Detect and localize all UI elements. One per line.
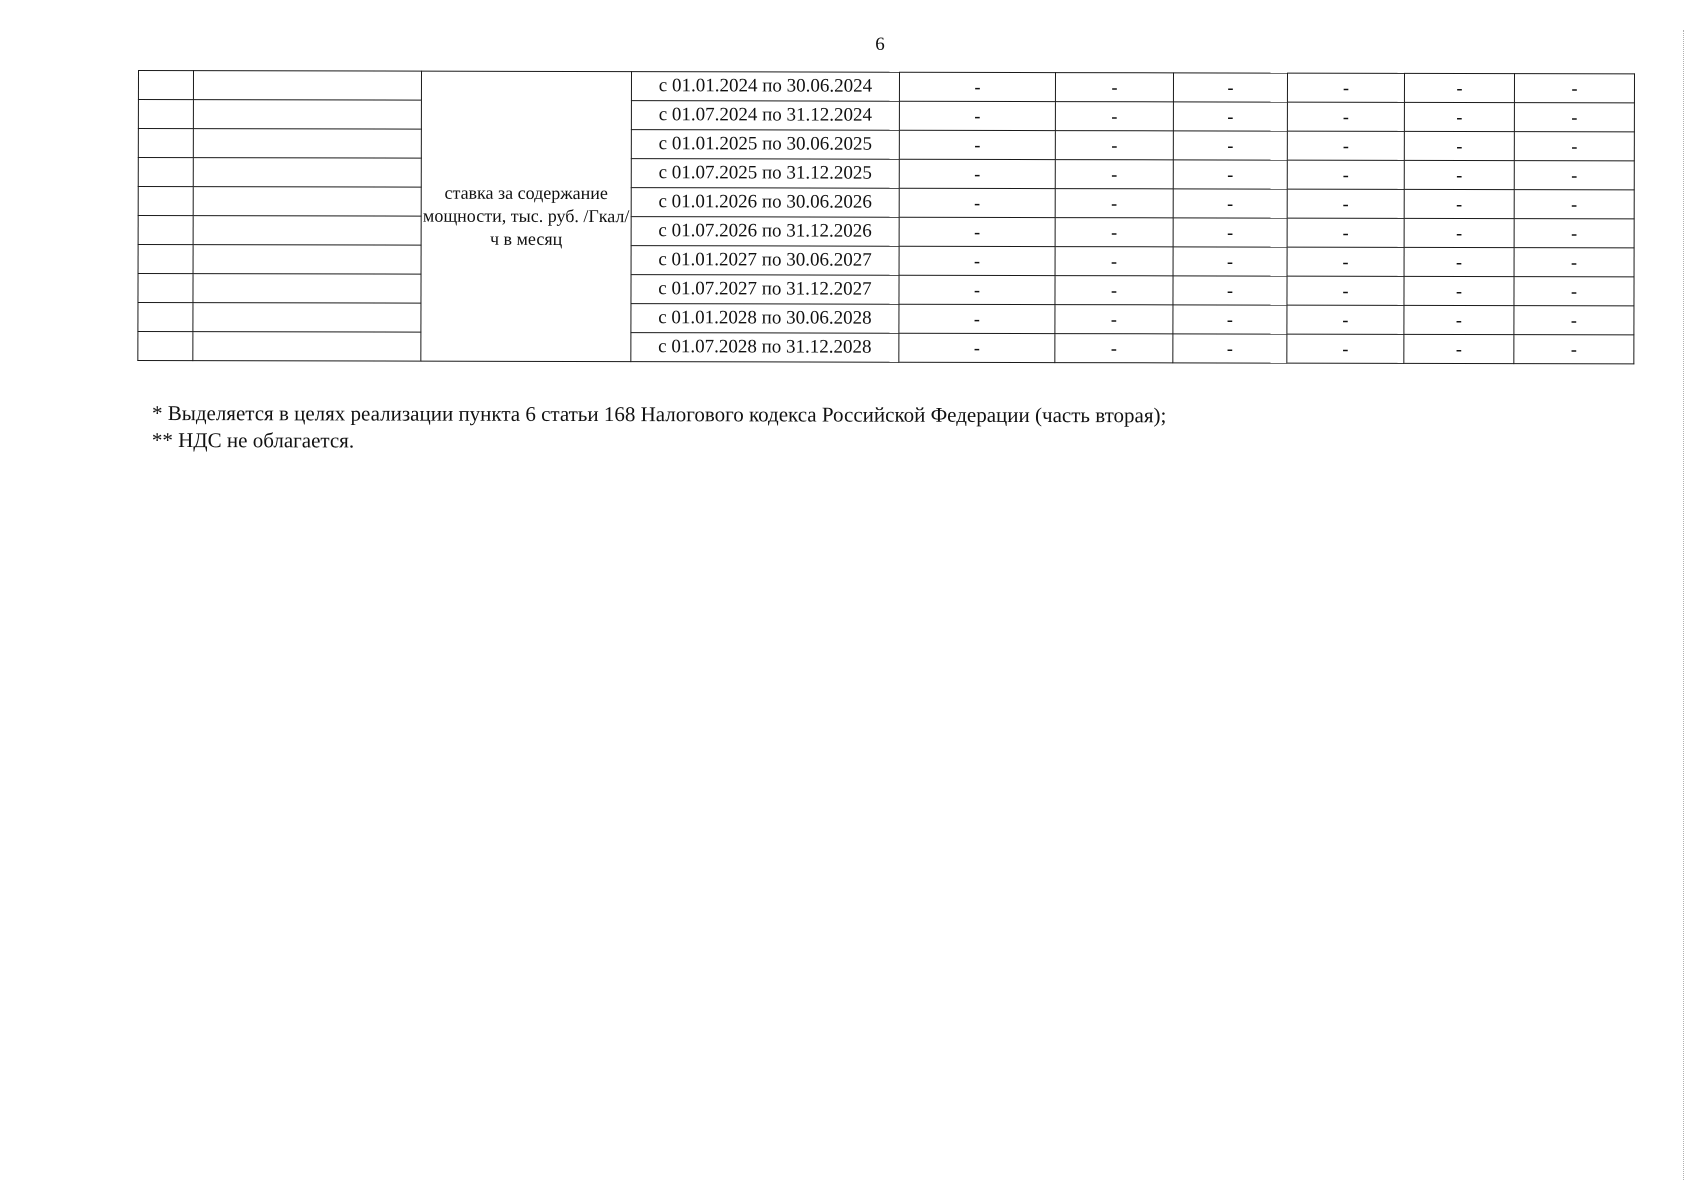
value-cell: - — [1404, 218, 1514, 247]
period-cell: с 01.07.2028 по 31.12.2028 — [631, 333, 899, 363]
value-cell: - — [899, 188, 1055, 217]
footnote-vat-exempt: ** НДС не облагается. — [151, 427, 355, 453]
table-row — [138, 303, 1634, 335]
table-row — [138, 187, 1634, 219]
value-cell: - — [1287, 305, 1404, 334]
value-cell: - — [1055, 131, 1173, 160]
row-number-cell — [138, 71, 193, 100]
row-number-cell — [138, 245, 193, 274]
value-cell: - — [1055, 160, 1173, 189]
value-cell: - — [1173, 73, 1287, 102]
value-cell: - — [1173, 102, 1287, 131]
footnotes — [152, 400, 1166, 456]
value-cell: - — [899, 217, 1055, 246]
value-cell: - — [1287, 334, 1404, 363]
value-cell: - — [1404, 334, 1514, 363]
table-row — [138, 216, 1634, 248]
value-cell: - — [1404, 102, 1514, 131]
table-row — [138, 245, 1634, 277]
value-cell: - — [1514, 190, 1634, 219]
period-cell: с 01.01.2024 по 30.06.2024 — [631, 72, 899, 102]
period-cell: с 01.07.2026 по 31.12.2026 — [631, 217, 899, 247]
table-row — [138, 71, 1634, 103]
value-cell: - — [1514, 306, 1634, 335]
value-cell: - — [1514, 335, 1634, 364]
period-cell: с 01.01.2027 по 30.06.2027 — [631, 246, 899, 276]
row-number-cell — [138, 216, 193, 245]
value-cell: - — [1404, 73, 1514, 102]
value-cell: - — [1287, 160, 1404, 189]
value-cell: - — [899, 333, 1055, 362]
row-name-cell — [193, 303, 421, 333]
value-cell: - — [1514, 248, 1634, 277]
period-cell: с 01.01.2026 по 30.06.2026 — [631, 188, 899, 218]
value-cell: - — [1173, 160, 1287, 189]
value-cell: - — [1404, 305, 1514, 334]
value-cell: - — [1514, 219, 1634, 248]
row-number-cell — [138, 158, 193, 187]
rate-label-cell: ставка за содержание мощности, тыс. руб. /Гкал/ч в месяц — [421, 71, 632, 361]
value-cell: - — [1404, 131, 1514, 160]
row-name-cell — [193, 332, 421, 362]
row-number-cell — [138, 129, 193, 158]
value-cell: - — [1514, 132, 1634, 161]
value-cell: - — [1173, 305, 1287, 334]
value-cell: - — [899, 275, 1055, 304]
value-cell: - — [899, 72, 1055, 101]
value-cell: - — [1514, 103, 1634, 132]
value-cell: - — [1055, 73, 1173, 102]
value-cell: - — [1287, 189, 1404, 218]
value-cell: - — [1404, 160, 1514, 189]
row-number-cell — [138, 274, 193, 303]
value-cell: - — [1404, 276, 1514, 305]
footnote-vat-allocation: * Выделяется в целях реализации пункта 6 статьи 168 Налогового кодекса Российской Федерации (часть вторая); — [151, 401, 1167, 428]
value-cell: - — [1173, 334, 1287, 363]
row-number-cell — [138, 100, 193, 129]
value-cell: - — [1404, 247, 1514, 276]
table-row — [138, 158, 1634, 190]
page-number: 6 — [875, 34, 885, 55]
table-row — [138, 332, 1634, 364]
value-cell: - — [1055, 247, 1173, 276]
value-cell: - — [1404, 189, 1514, 218]
value-cell: - — [1055, 276, 1173, 305]
row-name-cell — [193, 245, 421, 275]
row-name-cell — [193, 274, 421, 304]
tariff-table — [137, 70, 1635, 364]
period-cell: с 01.07.2027 по 31.12.2027 — [631, 275, 899, 305]
scan-edge-line — [1683, 30, 1684, 1180]
value-cell: - — [1287, 247, 1404, 276]
table-row — [138, 100, 1634, 132]
value-cell: - — [1055, 305, 1173, 334]
value-cell: - — [1173, 189, 1287, 218]
period-cell: с 01.07.2024 по 31.12.2024 — [631, 101, 899, 131]
value-cell: - — [1514, 74, 1634, 103]
row-name-cell — [193, 216, 421, 246]
value-cell: - — [1055, 189, 1173, 218]
row-number-cell — [138, 187, 193, 216]
value-cell: - — [1055, 102, 1173, 131]
row-name-cell — [193, 187, 421, 217]
value-cell: - — [899, 304, 1055, 333]
value-cell: - — [1173, 218, 1287, 247]
value-cell: - — [899, 130, 1055, 159]
row-name-cell — [193, 129, 421, 159]
value-cell: - — [1055, 334, 1173, 363]
table-row — [138, 129, 1634, 161]
period-cell: с 01.01.2025 по 30.06.2025 — [631, 130, 899, 160]
value-cell: - — [1287, 218, 1404, 247]
value-cell: - — [1287, 73, 1404, 102]
period-cell: с 01.07.2025 по 31.12.2025 — [631, 159, 899, 189]
value-cell: - — [899, 101, 1055, 130]
value-cell: - — [1287, 276, 1404, 305]
row-number-cell — [138, 332, 193, 361]
value-cell: - — [899, 159, 1055, 188]
row-number-cell — [138, 303, 193, 332]
table-row — [138, 274, 1634, 306]
value-cell: - — [1173, 131, 1287, 160]
period-cell: с 01.01.2028 по 30.06.2028 — [631, 304, 899, 334]
value-cell: - — [899, 246, 1055, 275]
row-name-cell — [193, 158, 421, 188]
row-name-cell — [193, 71, 421, 101]
value-cell: - — [1514, 277, 1634, 306]
value-cell: - — [1287, 131, 1404, 160]
value-cell: - — [1173, 276, 1287, 305]
value-cell: - — [1287, 102, 1404, 131]
value-cell: - — [1514, 161, 1634, 190]
value-cell: - — [1055, 218, 1173, 247]
value-cell: - — [1173, 247, 1287, 276]
row-name-cell — [193, 100, 421, 130]
